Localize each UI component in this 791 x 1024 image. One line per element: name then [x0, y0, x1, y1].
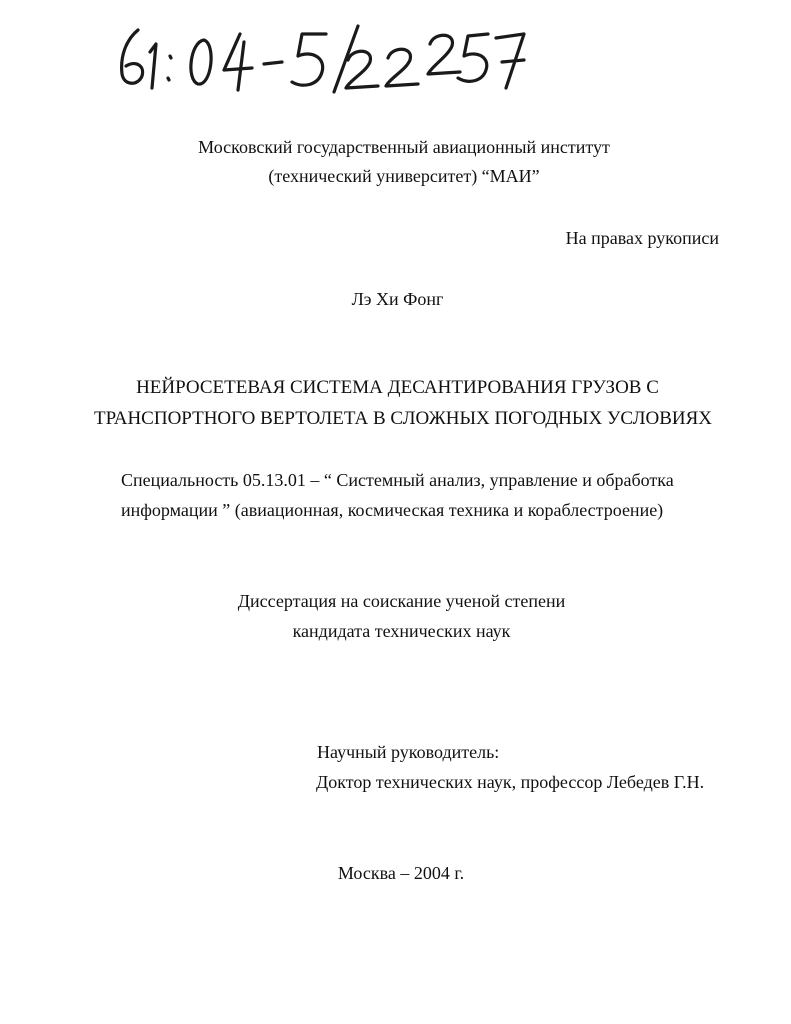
speciality-line-2: информации ” (авиационная, космическая техника и кораблестроение)	[121, 500, 664, 520]
handwritten-archive-code	[112, 22, 532, 94]
dissertation-type-line-1: Диссертация на соискание ученой степени	[237, 591, 566, 611]
author-name: Лэ Хи Фонг	[351, 289, 444, 309]
city-year: Москва – 2004 г.	[337, 863, 465, 883]
supervisor-label: Научный руководитель:	[317, 742, 500, 762]
thesis-title-line-1: НЕЙРОСЕТЕВАЯ СИСТЕМА ДЕСАНТИРОВАНИЯ ГРУЗОВ С	[136, 377, 659, 398]
supervisor-name: Доктор технических наук, профессор Лебедев Г.Н.	[316, 772, 705, 792]
speciality-line-1: Специальность 05.13.01 – “ Системный анализ, управление и обработка	[121, 470, 674, 490]
handwritten-code-drawing	[112, 22, 532, 94]
thesis-title-line-2: ТРАНСПОРТНОГО ВЕРТОЛЕТА В СЛОЖНЫХ ПОГОДНЫХ УСЛОВИЯХ	[93, 408, 712, 429]
manuscript-rights-note: На правах рукописи	[565, 228, 719, 248]
institute-subtitle: (технический университет) “МАИ”	[268, 166, 540, 186]
institute-name: Московский государственный авиационный институт	[198, 137, 610, 157]
dissertation-type-line-2: кандидата технических наук	[292, 621, 511, 641]
